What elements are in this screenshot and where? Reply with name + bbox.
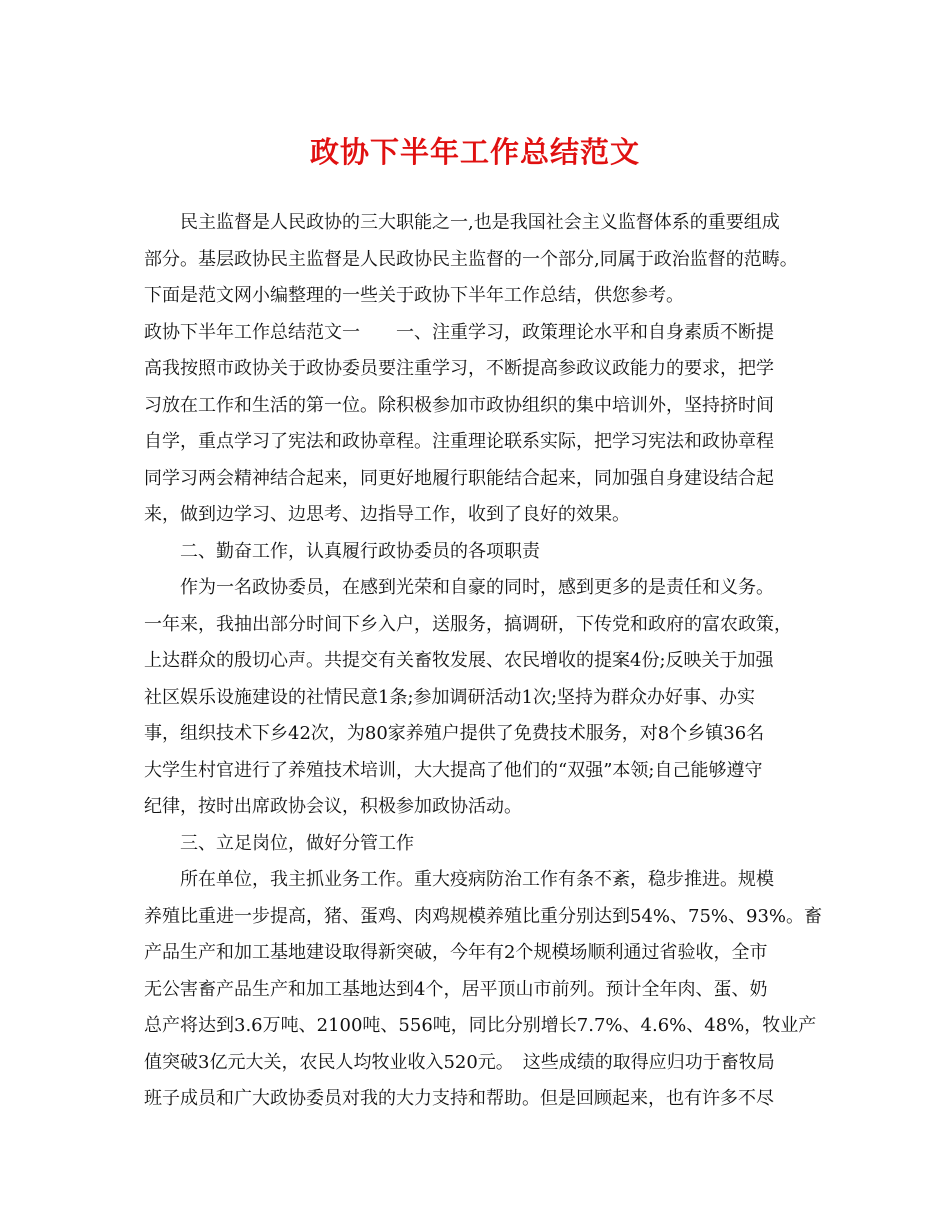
text-line: 三、立足岗位，做好分管工作 (180, 832, 414, 854)
text-line: 下面是范文网小编整理的一些关于政协下半年工作总结，供您参考。 (144, 285, 684, 306)
text-line: 部分。基层政协民主监督是人民政协民主监督的一个部分,同属于政治监督的范畴。 (144, 248, 798, 270)
text-line: 自学，重点学习了宪法和政协章程。注重理论联系实际，把学习宪法和政协章程 (144, 431, 774, 452)
text-line: 习放在工作和生活的第一位。除积极参加市政协组织的集中培训外，坚持挤时间 (144, 394, 774, 416)
text-line: 纪律，按时出席政协会议，积极参加政协活动。 (144, 796, 522, 817)
text-line: 政协下半年工作总结范文一 一、注重学习，政策理论水平和自身素质不断提 (144, 321, 774, 343)
text-line: 产品生产和加工基地建设取得新突破，今年有2个规模场顺利通过省验收，全市 (144, 942, 768, 963)
text-line: 大学生村官进行了养殖技术培训，大大提高了他们的“双强”本领;自己能够遵守 (144, 759, 763, 781)
document-body (144, 205, 823, 1118)
text-line: 二、勤奋工作，认真履行政协委员的各项职责 (180, 540, 540, 562)
page-title: 政协下半年工作总结范文 (309, 135, 640, 169)
text-line: 高我按照市政协关于政协委员要注重学习，不断提高参政议政能力的要求，把学 (144, 358, 774, 379)
text-line: 同学习两会精神结合起来，同更好地履行职能结合起来，同加强自身建设结合起 (144, 467, 774, 489)
text-line: 民主监督是人民政协的三大职能之一,也是我国社会主义监督体系的重要组成 (180, 212, 780, 233)
text-line: 一年来，我抽出部分时间下乡入户，送服务，搞调研，下传党和政府的富农政策， (144, 613, 792, 635)
text-line: 来，做到边学习、边思考、边指导工作，收到了良好的效果。 (144, 504, 630, 525)
text-line: 作为一名政协委员，在感到光荣和自豪的同时，感到更多的是责任和义务。 (180, 577, 774, 598)
text-line: 班子成员和广大政协委员对我的大力支持和帮助。但是回顾起来，也有许多不尽 (144, 1088, 774, 1109)
text-line: 值突破3亿元大关，农民人均牧业收入520元。 这些成绩的取得应归功于畜牧局 (144, 1051, 775, 1073)
text-line: 社区娱乐设施建设的社情民意1条;参加调研活动1次;坚持为群众办好事、办实 (144, 686, 756, 708)
text-line: 总产将达到3.6万吨、2100吨、556吨，同比分别增长7.7%、4.6%、48%，牧业产 (144, 1015, 817, 1036)
text-line: 养殖比重进一步提高，猪、蛋鸡、肉鸡规模养殖比重分别达到54%、75%、93%。畜 (144, 905, 823, 927)
text-line: 无公害畜产品生产和加工基地达到4个，居平顶山市前列。预计全年肉、蛋、奶 (144, 978, 768, 1000)
text-line: 所在单位，我主抓业务工作。重大疫病防治工作有条不紊，稳步推进。规模 (180, 869, 774, 890)
text-line: 事，组织技术下乡42次，为80家养殖户提供了免费技术服务，对8个乡镇36名 (144, 723, 765, 744)
text-line: 上达群众的殷切心声。共提交有关畜牧发展、农民增收的提案4份;反映关于加强 (144, 650, 774, 671)
